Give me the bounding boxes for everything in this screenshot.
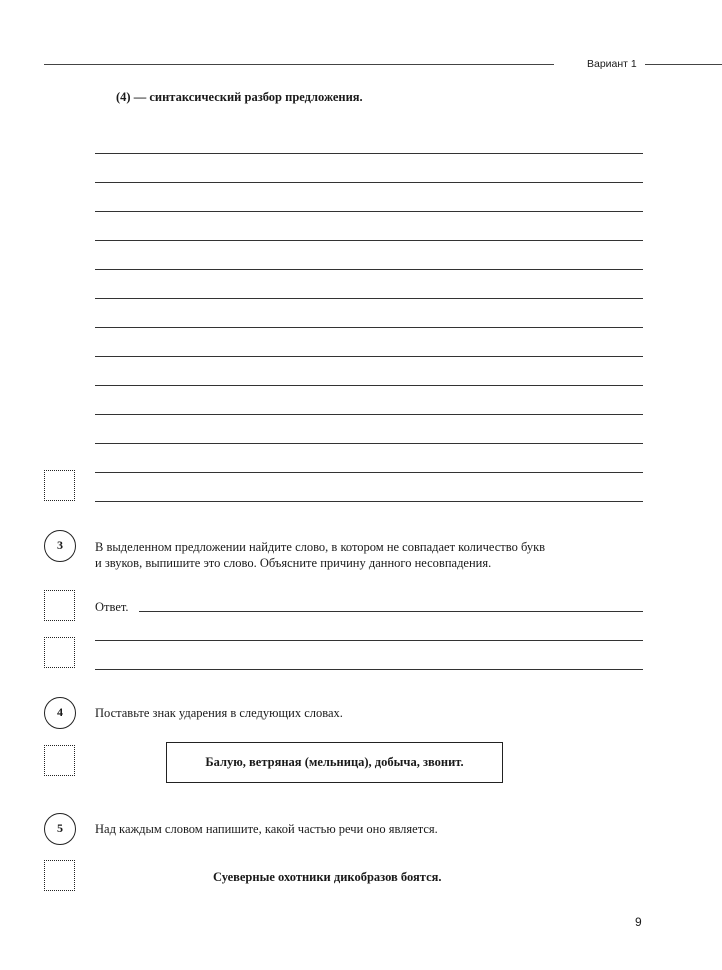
score-box-task-3b[interactable]	[44, 637, 75, 668]
score-box-task-2[interactable]	[44, 470, 75, 501]
answer-line[interactable]	[95, 501, 643, 502]
task-4-number: 4	[44, 697, 76, 729]
answer-line[interactable]	[95, 269, 643, 270]
variant-label: Вариант 1	[587, 58, 637, 70]
task-3-text-line-2: и звуков, выпишите это слово. Объясните причину данного несовпадения.	[95, 556, 492, 570]
task-5-number: 5	[44, 813, 76, 845]
answer-line[interactable]	[95, 327, 643, 328]
score-box-task-4[interactable]	[44, 745, 75, 776]
task-5-text: Над каждым словом напишите, какой частью речи оно является.	[95, 822, 438, 836]
answer-line[interactable]	[95, 182, 643, 183]
header-rule-right	[645, 64, 722, 65]
answer-line[interactable]	[95, 211, 643, 212]
task-2-item-4-text: (4) — синтаксический разбор предложения.	[116, 90, 363, 104]
answer-line[interactable]	[95, 240, 643, 241]
answer-line[interactable]	[95, 414, 643, 415]
header-rule-left	[44, 64, 554, 65]
answer-line[interactable]	[95, 640, 643, 641]
answer-label: Ответ.	[95, 600, 129, 614]
answer-line[interactable]	[95, 385, 643, 386]
task-4-words-box: Балую, ветряная (мельница), добыча, звонит.	[166, 742, 503, 783]
task-3-number: 3	[44, 530, 76, 562]
answer-line[interactable]	[95, 472, 643, 473]
answer-line[interactable]	[95, 153, 643, 154]
task-3-text-line-1: В выделенном предложении найдите слово, в котором не совпадает количество букв	[95, 540, 546, 554]
answer-line[interactable]	[139, 611, 643, 612]
task-4-text: Поставьте знак ударения в следующих словах.	[95, 706, 343, 720]
page-number: 9	[635, 915, 642, 929]
score-box-task-3a[interactable]	[44, 590, 75, 621]
task-5-sentence: Суеверные охотники дикобразов боятся.	[213, 870, 442, 884]
score-box-task-5[interactable]	[44, 860, 75, 891]
answer-line[interactable]	[95, 669, 643, 670]
answer-line[interactable]	[95, 443, 643, 444]
answer-line[interactable]	[95, 298, 643, 299]
answer-line[interactable]	[95, 356, 643, 357]
